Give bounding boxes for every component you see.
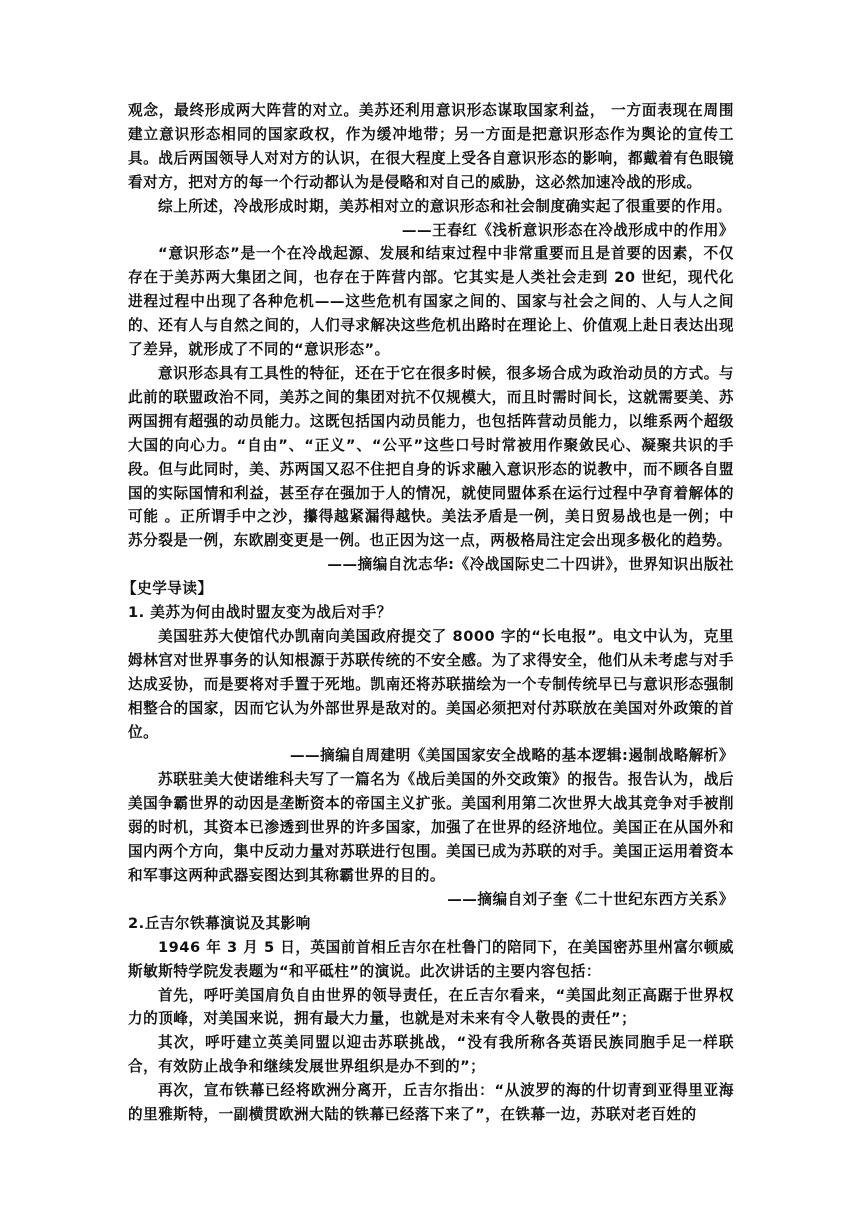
paragraph-second-point: 其次，呼吁建立英美同盟以迎击苏联挑战，“没有我所称各英语民族同胞手足一样联合，有效防止战争和继续发展世界组织是办不到的”； [128,1034,734,1076]
paragraph-first-point: 首先，呼吁美国肩负自由世界的领导责任，在丘吉尔看来，“美国此刻正高踞于世界权力的顶峰，对美国来说，拥有最大力量，也就是对未来有令人敬畏的责任”； [128,986,734,1028]
source-liu-zikui: ——摘编自刘子奎《二十世纪东西方关系》 [447,890,734,908]
source-zhou-jianming: ——摘编自周建明《美国国家安全战略的基本逻辑:遏制战略解析》 [289,747,734,765]
paragraph-churchill-speech: 1946 年 3 月 5 日，英国前首相丘吉尔在杜鲁门的陪同下，在美国密苏里州富尔顿威斯敏斯特学院发表题为“和平砥柱”的演说。此次讲话的主要内容包括： [128,938,734,980]
document-body [122,99,734,1127]
paragraph-third-point: 再次，宣布铁幕已经将欧洲分离开，丘吉尔指出：“从波罗的海的什切青到亚得里亚海的里雅斯特，一副横贯欧洲大陆的铁幕已经落下来了”，在铁幕一边，苏联对老百姓的 [128,1082,734,1124]
question-2-heading: 2.丘吉尔铁幕演说及其影响 [128,914,311,932]
paragraph-ideology-factor: “意识形态”是一个在冷战起源、发展和结束过程中非常重要而且是首要的因素，不仅存在于美苏两大集团之间，也存在于阵营内部。它其实是人类社会走到 20 世纪，现代化进程过程中出现了各种危机——这些危机有国家之间的、国家与社会之间的、人与人之间的、还有人与自然之间的，人们寻求解决这些危机出路时在理论上、价值观上赴日表达出现了差异，就形成了不同的“意识形态”。 [128,245,734,359]
paragraph-ideology-camps: 观念，最终形成两大阵营的对立。美苏还利用意识形态谋取国家利益， 一方面表现在周围建立意识形态相同的国家政权，作为缓冲地带；另一方面是把意识形态作为舆论的宣传工具。战后两国领导人对对方的认识，在很大程度上受各自意识形态的影响，都戴着有色眼镜看对方，把对方的每一个行动都认为是侵略和对自己的威胁，这必然加速冷战的形成。 [128,102,734,191]
source-wang-chunhong: ——王春红《浅析意识形态在冷战形成中的作用》 [401,221,734,239]
paragraph-kennan-telegram: 美国驻苏大使馆代办凯南向美国政府提交了 8000 字的“长电报”。电文中认为，克里姆林宫对世界事务的认知根源于苏联传统的不安全感。为了求得安全，他们从未考虑与对手达成妥协，而是要将对手置于死地。凯南还将苏联描绘为一个专制传统早已与意识形态强制相整合的国家，因而它认为外部世界是敌对的。美国必须把对付苏联放在美国对外政策的首位。 [128,627,734,741]
paragraph-conclusion: 综上所述，冷战形成时期，美苏相对立的意识形态和社会制度确实起了很重要的作用。 [158,197,732,215]
paragraph-novikov-report: 苏联驻美大使诺维科夫写了一篇名为《战后美国的外交政策》的报告。报告认为，战后美国争霸世界的动因是垄断资本的帝国主义扩张。美国利用第二次世界大战其竞争对手被削弱的时机，其资本已渗透到世界的许多国家，加强了在世界的经济地位。美国正在从国外和国内两个方向，集中反动力量对苏联进行包围。美国已成为苏联的对手。美国正运用着资本和军事这两种武器妄图达到其称霸世界的目的。 [128,771,734,884]
section-heading-history-guide: 【史学导读】 [122,580,213,598]
question-1-heading: 1. 美苏为何由战时盟友变为战后对手？ [128,604,392,622]
paragraph-ideology-tool: 意识形态具有工具性的特征，还在于它在很多时候，很多场合成为政治动员的方式。与此前的联盟政治不同，美苏之间的集团对抗不仅规模大，而且时需时间长，这就需要美、苏两国拥有超强的动员能力。这既包括国内动员能力，也包括阵营动员能力，以维系两个超级大国的向心力。“自由”、“正义”、“公平”这些口号时常被用作聚敛民心、凝聚共识的手段。但与此同时，美、苏两国又忍不住把自身的诉求融入意识形态的说教中，而不顾各自盟国的实际国情和利益，甚至存在强加于人的情况，就使同盟体系在运行过程中孕育着解体的可能 。正所谓手中之沙，攥得越紧漏得越快。美法矛盾是一例，美日贸易战也是一例；中苏分裂是一例，东欧剧变更是一例。也正因为这一点，两极格局注定会出现多极化的趋势。 [128,364,734,550]
source-shen-zhihua: ——摘编自沈志华:《冷战国际史二十四讲》，世界知识出版社 [327,556,734,574]
